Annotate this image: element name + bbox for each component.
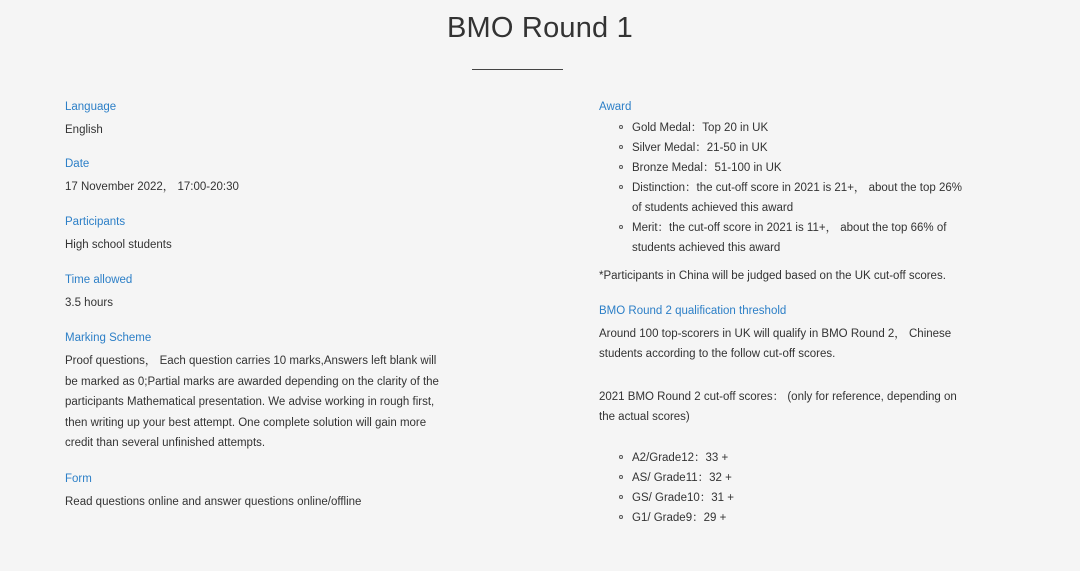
marking-scheme-line: then writing up your best attempt. One complete solution will gain more xyxy=(65,416,427,429)
bullet-icon xyxy=(619,475,623,479)
marking-scheme-line: be marked as 0;Partial marks are awarded depending on the clarity of the xyxy=(65,375,439,388)
marking-scheme-label: Marking Scheme xyxy=(65,332,152,344)
time-allowed-label: Time allowed xyxy=(65,274,133,286)
award-item-text: Merit：the cut-off score in 2021 is 11+， about the top 66% of xyxy=(632,222,947,234)
round2-intro xyxy=(599,324,969,364)
threshold-item xyxy=(599,448,969,468)
form-section xyxy=(65,470,450,512)
round2-cutoff-heading xyxy=(599,387,969,427)
date-label: Date xyxy=(65,158,90,170)
marking-scheme-line: participants Mathematical presentation. We advise working in rough first, xyxy=(65,396,435,408)
date-value: 17 November 2022， 17:00-20:30 xyxy=(65,181,239,193)
round2-cutoff-line: the actual scores) xyxy=(599,411,690,423)
marking-scheme-line: Proof questions， Each question carries 10 marks,Answers left blank will xyxy=(65,355,437,367)
award-label: Award xyxy=(599,101,632,113)
language-value: English xyxy=(65,124,103,136)
threshold-item xyxy=(599,508,969,528)
participants-section xyxy=(65,213,450,255)
award-item-distinction xyxy=(599,178,969,218)
language-label: Language xyxy=(65,101,117,113)
threshold-item xyxy=(599,468,969,488)
spacer xyxy=(599,427,969,446)
round2-cutoff-line: 2021 BMO Round 2 cut-off scores： (only for reference, depending on xyxy=(599,391,957,403)
award-section xyxy=(599,98,969,286)
threshold-list xyxy=(599,448,969,528)
award-list xyxy=(599,118,969,258)
threshold-item-text: A2/Grade12：33 + xyxy=(632,452,729,464)
award-item-text: of students achieved this award xyxy=(632,202,794,214)
date-section xyxy=(65,155,450,197)
bullet-icon xyxy=(619,515,623,519)
award-item-text: Silver Medal：21-50 in UK xyxy=(632,142,768,154)
threshold-item-text: G1/ Grade9：29 + xyxy=(632,512,727,524)
form-label: Form xyxy=(65,472,92,485)
award-item-text: students achieved this award xyxy=(632,242,781,254)
threshold-item xyxy=(599,488,969,508)
participants-value: High school students xyxy=(65,239,172,251)
time-allowed-section xyxy=(65,271,450,313)
bullet-icon xyxy=(619,185,623,189)
right-column xyxy=(599,98,969,544)
award-item-text: Bronze Medal：51-100 in UK xyxy=(632,162,782,174)
left-column xyxy=(65,98,450,528)
page-title: BMO Round 1 xyxy=(447,12,633,44)
award-item-text: Gold Medal：Top 20 in UK xyxy=(632,122,769,134)
threshold-item-text: AS/ Grade11：32 + xyxy=(632,472,732,484)
bullet-icon xyxy=(619,145,623,149)
bullet-icon xyxy=(619,225,623,229)
round2-intro-line: students according to the follow cut-off scores. xyxy=(599,348,836,360)
bullet-icon xyxy=(619,125,623,129)
award-item-text: Distinction：the cut-off score in 2021 is 21+， about the top 26% xyxy=(632,182,962,194)
award-item-merit xyxy=(599,218,969,258)
time-allowed-value: 3.5 hours xyxy=(65,297,113,309)
threshold-item-text: GS/ Grade10：31 + xyxy=(632,492,734,504)
marking-scheme-line: credit than several unfinished attempts. xyxy=(65,437,266,449)
spacer xyxy=(599,364,969,383)
bullet-icon xyxy=(619,495,623,499)
award-item-gold xyxy=(599,118,969,138)
language-section xyxy=(65,98,450,140)
marking-scheme-section xyxy=(65,329,450,454)
award-item-bronze xyxy=(599,158,969,178)
round2-section xyxy=(599,302,969,528)
form-value: Read questions online and answer questions online/offline xyxy=(65,495,362,508)
award-note: *Participants in China will be judged based on the UK cut-off scores. xyxy=(599,270,946,282)
bullet-icon xyxy=(619,165,623,169)
title-divider xyxy=(472,69,563,70)
round2-intro-line: Around 100 top-scorers in UK will qualify in BMO Round 2， Chinese xyxy=(599,328,952,340)
participants-label: Participants xyxy=(65,216,126,228)
marking-scheme-text xyxy=(65,351,450,454)
award-item-silver xyxy=(599,138,969,158)
round2-label: BMO Round 2 qualification threshold xyxy=(599,305,787,317)
bullet-icon xyxy=(619,455,623,459)
